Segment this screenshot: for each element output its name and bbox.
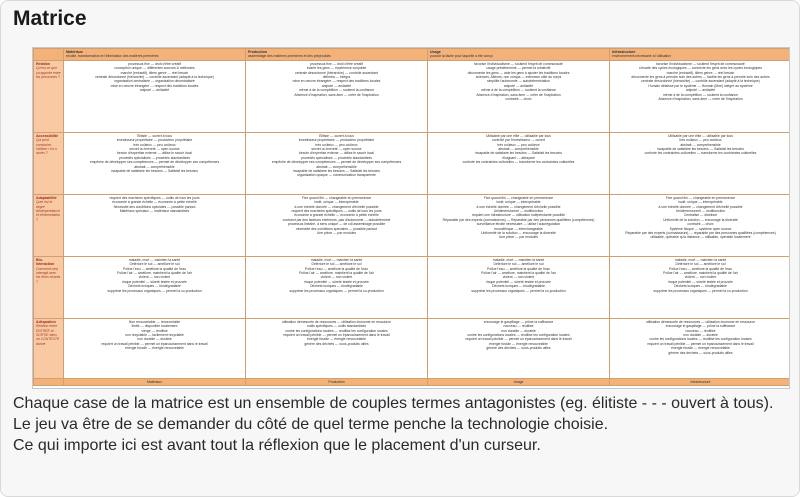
antagonist-pair: limité --- disponible localement [131,324,178,329]
antagonist-pair: favorise l'individualisme --- soutient l'esprit de communauté [656,61,745,66]
description [13,393,783,456]
antagonist-pair: génère des déchets --- sous-produits utiles [486,346,551,351]
matrix-header-row [34,49,791,61]
antagonist-pair: supprime les processus organiques --- permet la co-production [471,288,566,293]
antagonist-pair: incapable de satisfaire les besoins --- Satisfait les besoins [293,169,380,174]
antagonist-pair: Une pièce --- par modules [498,235,539,240]
antagonist-pair: Utilisable par une élite --- utilisable par tous [485,133,552,138]
matrix-cell [428,132,610,194]
antagonist-pair: contraint par des facteurs extérieurs, pas d'autonomie --- autodéterminé [282,217,391,222]
antagonist-pair: supprime les processus organiques --- permet la co-production [289,288,384,293]
antagonist-pair: maladie, mort --- maintien la santé [674,257,727,262]
antagonist-pair: à une échelle donnée --- changement d'échelle possible [294,204,379,209]
antagonist-pair: organisation opaque --- communication transparente [297,173,376,178]
matrix-cell [428,194,610,256]
antagonist-pair: Pollue l'air --- améliore, maintient la qualité de l'air [117,271,192,276]
antagonist-pair: investisseur propriétaire --- producteur propriétaire [298,138,375,143]
antagonist-pair: requiert un travail pénible --- permet un épanouissement dans le travail [465,337,572,342]
matrix-image [32,47,790,389]
antagonist-pair: Déchets toxiques --- biodégradable [674,284,727,289]
antagonist-pair: Déchets toxiques --- biodégradable [128,284,181,289]
antagonist-pair: requiert un travail pénible --- permet un épanouissement dans le travail [101,341,208,346]
matrix-cell [246,318,428,378]
matrix-row [34,60,791,132]
antagonist-pair: mise en oeuvre étrangère --- respect des traditions locales [292,79,381,84]
antagonist-pair: Détériore le sol --- améliore le sol [129,262,180,267]
card-title: Matrice [13,7,87,30]
antagonist-pair: processus fixe --- droit d'être créatif [309,61,364,66]
antagonist-pair: Déchets toxiques --- biodégradable [492,284,545,289]
antagonist-pair: Détériore le sol --- améliore le sol [493,262,544,267]
antagonist-pair: contre les configurations locales --- réutilise les configuration locales [467,333,570,338]
antagonist-pair: isolé, unique --- interopérable [314,200,359,205]
antagonist-pair: aniputé --- aniladéé [503,83,534,88]
antagonist-pair: Élitiste --- ouvert à tous [319,133,354,138]
antagonist-pair: nouveau --- réutilisé [685,328,716,333]
antagonist-pair: Détériore le sol --- améliore le sol [311,262,362,267]
antagonist-pair: violent --- non violent [502,275,535,280]
antagonist-pair: utilisation démesurée de ressources --- utilisation économe en ressource [645,319,756,324]
antagonist-pair: conception unique --- différentes sources & méthodes [114,66,195,71]
antagonist-pair: Pollue l'eau --- améliore la qualité de l'eau [305,266,368,271]
antagonist-pair: énergie fossile --- énergie renouvelable [307,337,366,342]
antagonist-pair: centrale désordonné (hiérarchie) --- contrôle ascendant (adapté à la technique) [641,79,760,84]
antagonist-pair: même à de la compétition --- soutient la confiance [662,92,738,97]
antagonist-pair: non durable --- durable [137,337,172,342]
antagonist-pair: requiert des machines spécifiques --- outils de tous les jours [109,195,200,200]
antagonist-pair: vierge --- réutilisé [141,328,168,333]
row-header-question: Qui peut construire, l'utiliser / en a accès ? [36,138,57,156]
matrix-cell [246,256,428,318]
antagonist-pair: non recyclable --- facilement recyclable [125,333,184,338]
antagonist-pair: Absence d'inspiration, sans âme --- créer de l'inspiration [476,92,561,97]
antagonist-pair: risque potentiel --- sûreté testée et prouvée [304,279,369,284]
antagonist-pair: Uniformité de la solution --- encourage la diversité [663,217,738,222]
antagonist-pair: contre les configurations locales --- réutilise les configuration locales [285,328,388,333]
matrix-row [34,318,791,378]
row-header-name: Adéquation [36,319,56,324]
antagonist-pair: violent --- non violent [320,275,353,280]
antagonist-pair: Pollue l'air --- améliore, maintient la qualité de l'air [663,271,738,276]
matrix-cell [610,318,791,378]
antagonist-pair: isolé, unique --- interopérable [496,200,541,205]
antagonist-pair: requiert un travail pénible --- permet un épanouissement dans le travail [283,333,390,338]
antagonist-pair: maladie, mort --- maintien la santé [310,257,363,262]
antagonist-pair: outils spécifiques --- outils standardisés [306,324,367,329]
antagonist-pair: mise en oeuvre étrangère --- respect des traditions locales [110,83,199,88]
column-header: Matériaux récolte, transformation et l'élimination des matières premières [64,49,246,61]
antagonist-pair: Système bloqué --- système open source [669,226,732,231]
matrix-cell [428,256,610,318]
antagonist-pair: déconnecte les gens --- aide les gens à ajuster les traditions locales [467,70,570,75]
antagonist-pair: surveillance étroite nécessaire --- utilise l'autorégulation [476,222,561,227]
antagonist-pair: requiert une infrastructure --- utilisation indépendante possible [471,213,566,218]
antagonist-pair: économie à grande échelle --- économie à petite échelle [112,200,197,205]
antagonist-pair: très coûteux --- peu coûteux [315,142,358,147]
antagonist-pair: Pollue l'eau --- améliore la qualité de l'eau [487,266,550,271]
antagonist-pair: Élitiste --- ouvert à tous [137,133,172,138]
matrix-cell [64,318,246,378]
antagonist-pair: abstrait --- compréhensible [680,142,721,147]
matrix-cell [246,132,428,194]
row-header-name: Accessibilité [36,133,58,138]
matrix-cell [64,132,246,194]
antagonist-pair: supprime les processus organiques --- permet la co-production [107,288,202,293]
antagonist-pair: aniputé --- aniladéé [685,88,716,93]
antagonist-pair: Matériaux spéciaux --- matériaux standardisés [119,209,190,214]
antagonist-pair: très coûteux --- peu coûteux [679,138,722,143]
antagonist-pair: Réparable par des experts (connaisseurs) --- Réparable par des personnes qualifiées (compétences) [442,217,595,222]
antagonist-pair: Utilisable par une élite --- utilisable par tous [667,133,734,138]
matrix-cell [246,194,428,256]
antagonist-pair: non durable --- durable [683,333,718,338]
antagonist-pair: violent --- non violent [684,275,717,280]
row-header-question: Comment cela interagit avec les êtres vivants ? [36,266,61,284]
antagonist-pair: usage prédéterminé --- permet la créativité [486,66,551,71]
row-header-question: Relation entre ENTRÉE et SORTIE dans un CONTEXTE donné [36,324,60,346]
antagonist-pair: secret ou breveté --- open source [311,147,362,152]
row-header-name: Bio-Interaction [36,257,55,267]
matrix-table [33,48,790,386]
matrix-cell [246,60,428,132]
antagonist-pair: Absence d'inspiration, sans âme --- créer de l'inspiration [658,97,743,102]
antagonist-pair: abstrait --- compréhensible [498,147,539,152]
row-header-name: Adaptabilité [36,195,57,200]
antagonist-pair: conforte les contraintes culturelles --- transforme les contraintes culturelles [644,151,757,156]
description-paragraph: Chaque case de la matrice est un ensemble de couples termes antagonistes (eg. élitiste - - - ouvert à tous). Le jeu va être de se demander du côté de quel terme penche la technologie choisie. [13,395,774,433]
antagonist-pair: non durable --- durable [501,328,536,333]
antagonist-pair: Pollue l'air --- améliore, maintient la qualité de l'air [299,271,374,276]
antagonist-pair: énergie fossile --- énergie renouvelable [489,341,548,346]
description-paragraph: Ce qui importe ici est avant tout la réflexion que le placement d'un curseur. [13,437,541,454]
antagonist-pair: à une échelle donnée --- changement d'échelle possible [658,204,743,209]
antagonist-pair: sciences, Alienes, non compa --- extension utile du corps [475,75,562,80]
antagonist-pair: Pollue l'air --- améliore, maintient la qualité de l'air [481,271,556,276]
antagonist-pair: requiert un travail pénible --- permet un épanouissement dans le travail [647,341,754,346]
row-header [34,194,64,256]
antagonist-pair: empêche de développer ses compétences --- permet de développer ses compétences [89,160,220,165]
matrix-cell [610,60,791,132]
antagonist-pair: abstrait --- compréhensible [316,164,357,169]
antagonist-pair: maladie, mort --- maintien la santé [128,257,181,262]
antagonist-pair: conforte les contraintes culturelles --- transforme les contraintes culturelles [462,160,575,165]
antagonist-pair: risque potentiel --- sûreté testée et prouvée [122,279,187,284]
matrix-row [34,194,791,256]
antagonist-pair: encourage le gaspillage --- prône la suffisance [665,324,736,329]
antagonist-pair: contrôlé par l'investisseur --- ouvert [492,138,545,143]
antagonist-pair: processus linéaire, à sens unique --- de cdi assemblage possible [287,222,386,227]
matrix-cell [64,194,246,256]
antagonist-pair: Déchets toxiques --- biodégradable [310,284,363,289]
matrix-cell [64,60,246,132]
antagonist-pair: contre les configurations locales --- réutilise les configuration locales [649,337,752,342]
row-header [34,318,64,378]
antagonist-pair: Fixe quand fini --- changeable en permanence [665,195,736,200]
antagonist-pair: à une échelle donnée --- changement d'échelle possible [476,204,561,209]
antagonist-pair: aniputé --- aniladéé [321,83,352,88]
column-footer: Matériaux [64,378,246,385]
antagonist-pair: utilisable, opérable qu'à distance --- utilisable, opérable localement [650,235,751,240]
column-header: Production assemblage des matières premières et des préproduits [246,49,428,61]
antagonist-pair: Absence d'inspiration, sans âme --- créer de l'inspiration [294,92,379,97]
antagonist-pair: violent --- non violent [138,275,171,280]
antagonist-pair: incapable de satisfaire les besoins --- Satisfait les besoins [111,169,198,174]
antagonist-pair: investisseur propriétaire --- producteur propriétaire [116,138,193,143]
antagonist-pair: énergie fossile --- énergie renouvelable [671,346,730,351]
antagonist-pair: s'écarte des cycles écologiques --- connecte les gens avec les cycles écologiques [639,66,762,71]
row-header-question: Quel est le degré d'indépendance et d'interrelation ? [36,200,61,222]
antagonist-pair: supprime les processus organiques --- permet la co-production [653,288,748,293]
column-footer: Production [246,378,428,385]
column-header: Infrastructure environnement nécessaire à l'utilisation [610,49,791,61]
matrix-row [34,132,791,194]
antagonist-pair: incapable de satisfaire les besoins --- Satisfait les besoins [657,147,744,152]
antagonist-pair: Pollue l'eau --- améliore la qualité de l'eau [123,266,186,271]
matrix-cell [428,318,610,378]
antagonist-pair: très coûteux --- peu coûteux [133,142,176,147]
antagonist-pair: Une pièce --- par modules [316,231,357,236]
antagonist-pair: énergie fossile --- énergie renouvelable [125,346,184,351]
antagonist-pair: éloignant --- attrayant [502,155,535,160]
antagonist-pair: même à de la compétition --- soutient la confiance [480,88,556,93]
antagonist-pair: centrale désordonné (hiérarchie) --- contrôle ascendant (adapté à la technique) [95,75,214,80]
matrix-cell [64,256,246,318]
antagonist-pair: monolithique --- interchangeable [494,226,543,231]
antagonist-pair: favorise l'individualisme --- soutient l'esprit de communauté [474,61,563,66]
antagonist-pair: déliméa --- intégra [322,75,351,80]
antagonist-pair: Détériore le sol --- améliore le sol [675,262,726,267]
row-header-name: Relation [36,61,51,66]
antagonist-pair: économie à grande échelle --- économie à petite échelle [294,213,379,218]
antagonist-pair: organisation centralisée --- organisation décentralisée [114,79,195,84]
column-footer: Infrastructure [610,378,791,385]
antagonist-pair: très coûteux --- peu coûteux [497,142,540,147]
antagonist-pair: risque potentiel --- sûreté testée et prouvée [668,279,733,284]
row-header [34,132,64,194]
row-header [34,60,64,132]
antagonist-pair: écarte les gens --- expérience conjointe [306,66,367,71]
antagonist-pair: requiert des machines spécifiques --- outils de tous les jours [291,209,382,214]
matrix-footer-corner [34,378,64,385]
matrix-cell [610,194,791,256]
row-header-question: Qu'est-ce que ça apporte entre les personnes ? [36,66,61,80]
antagonist-pair: Fixe quand fini --- changeable en permanence [301,195,372,200]
antagonist-pair: procédés spécialisés --- procédés standardisés [119,155,190,160]
antagonist-pair: aniputé --- aniladéé [139,88,170,93]
antagonist-pair: simplifie l'autonomie --- autodétermination [487,79,550,84]
antagonist-pair: besoin d'expertise externe --- utilise le savoir local [299,151,374,156]
antagonist-pair: maladie, mort --- maintien la santé [492,257,545,262]
antagonist-pair: nécessite des conditions spéciales --- possible partout [295,226,378,231]
matrix-row [34,256,791,318]
antagonist-pair: isolé, unique --- interopérable [678,200,723,205]
antagonist-pair: Unidimensionnel --- multifonction [675,209,726,214]
antagonist-pair: marché (extractif), tiliers genre --- réel besoin [666,70,735,75]
antagonist-pair: génère des déchets --- sous-produits utiles [304,341,369,346]
antagonist-pair: contraint --- choix [687,222,714,227]
antagonist-pair: encourage le gaspillage --- prône la suffisance [483,319,554,324]
matrix-footer-row [34,378,791,385]
antagonist-pair: Humain délaissé par le système --- Humain (libre) intégré au système [648,83,753,88]
matrix-corner [34,49,64,61]
antagonist-pair: procédés spécialisés --- procédés standardisés [301,155,372,160]
antagonist-pair: besoin d'expertise externe --- utilise le savoir local [117,151,192,156]
antagonist-pair: même à de la compétition --- soutient la confiance [298,88,374,93]
antagonist-pair: Non renouvelable --- renouvelable [128,319,181,324]
antagonist-pair: centrale désordonné (hiérarchie) --- contrôle ascendant [295,70,378,75]
antagonist-pair: processus fixe --- droit d'être créatif [127,61,182,66]
column-header: Usage pouvoir la tâche pour laquelle a été conçu [428,49,610,61]
antagonist-pair: Nécessite des conditions spéciales --- possible partout [113,204,196,209]
antagonist-pair: Centralisé --- distribué [683,213,718,218]
antagonist-pair: contraint --- choix [505,97,532,102]
antagonist-pair: risque potentiel --- sûreté testée et prouvée [486,279,551,284]
antagonist-pair: déconnecte les gens à prendre soin des autres --- facilite les gens à prendre soin des autres [631,75,770,80]
antagonist-pair: secret ou breveté --- open source [129,147,180,152]
antagonist-pair: empêche de développer ses compétences --- permet de développer ses compétences [271,160,402,165]
antagonist-pair: utilisation démesurée de ressources --- utilisation économe en ressource [281,319,392,324]
antagonist-pair: Unidimensionnel --- multifonction [493,209,544,214]
antagonist-pair: Réparable par des experts (connaisseurs) --- réparable par des personnes qualifiées (compétences) [625,231,776,236]
antagonist-pair: génère des déchets --- sous-produits utiles [668,350,733,355]
antagonist-pair: nouveau --- réutilisé [503,324,534,329]
matrix-cell [610,256,791,318]
column-footer: Usage [428,378,610,385]
antagonist-pair: abstrait --- compréhensible [134,164,175,169]
antagonist-pair: incapable de satisfaire les besoins --- Satisfait les besoins [475,151,562,156]
antagonist-pair: Fixe quand fini --- changeable en permanence [483,195,554,200]
antagonist-pair: marché (extractif), tiliers genre --- réel besoin [120,70,189,75]
matrix-cell [610,132,791,194]
matrix-cell [428,60,610,132]
antagonist-pair: Pollue l'eau --- améliore la qualité de l'eau [669,266,732,271]
row-header [34,256,64,318]
antagonist-pair: Uniformité de la solution --- encourage la diversité [481,231,556,236]
